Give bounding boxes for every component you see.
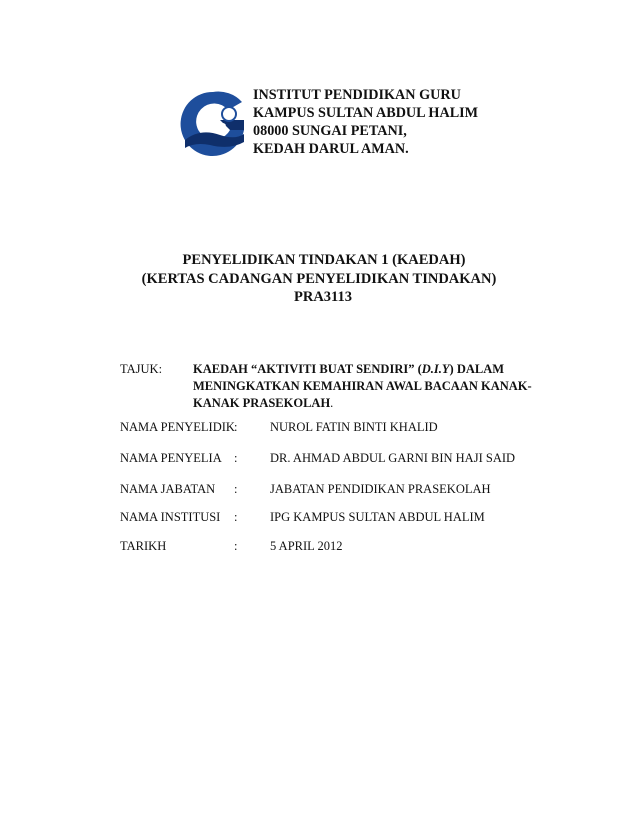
tajuk-line-3-end: .: [330, 396, 334, 410]
institution-line-3: 08000 SUNGAI PETANI,: [253, 123, 407, 139]
detail-label: NAMA JABATAN: [120, 482, 216, 496]
institution-line-4: KEDAH DARUL AMAN.: [253, 141, 409, 157]
logo-text: IPG: [204, 120, 227, 135]
detail-colon: :: [234, 451, 238, 465]
institution-line-2: KAMPUS SULTAN ABDUL HALIM: [253, 105, 479, 121]
ipg-logo: [180, 90, 246, 158]
detail-label: NAMA PENYELIA: [120, 451, 222, 465]
tajuk-line-3-text: KANAK PRASEKOLAH: [193, 396, 331, 410]
tajuk-text: [193, 361, 532, 412]
detail-value: 5 APRIL 2012: [270, 539, 343, 553]
title-line-1: PENYELIDIKAN TINDAKAN 1 (KAEDAH): [182, 252, 466, 268]
detail-colon: :: [234, 482, 238, 496]
tajuk-line-1-pre: KAEDAH “AKTIVITI BUAT SENDIRI” (: [193, 362, 422, 376]
institution-address: [253, 86, 478, 158]
title-course-code: PRA3113: [294, 289, 352, 305]
document-title: [0, 251, 638, 307]
detail-colon: :: [234, 510, 238, 524]
title-line-2: (KERTAS CADANGAN PENYELIDIKAN TINDAKAN): [141, 270, 497, 287]
detail-value: IPG KAMPUS SULTAN ABDUL HALIM: [270, 510, 485, 524]
tajuk-label: TAJUK:: [120, 362, 163, 376]
tajuk-line-1-post: ) DALAM: [449, 362, 505, 376]
tajuk-line-2: MENINGKATKAN KEMAHIRAN AWAL BACAAN KANAK-: [193, 379, 532, 393]
tajuk-line-1: [193, 361, 532, 378]
detail-value: NUROL FATIN BINTI KHALID: [270, 420, 438, 434]
institution-line-1: INSTITUT PENDIDIKAN GURU: [253, 87, 461, 103]
detail-colon: :: [234, 539, 238, 553]
detail-value: DR. AHMAD ABDUL GARNI BIN HAJI SAID: [270, 451, 516, 465]
detail-label: NAMA INSTITUSI: [120, 510, 221, 524]
tajuk-line-3: [193, 395, 532, 412]
tajuk-line-1-italic: D.I.Y: [421, 362, 450, 376]
detail-label: TARIKH: [120, 539, 167, 553]
detail-value: JABATAN PENDIDIKAN PRASEKOLAH: [270, 482, 491, 496]
detail-label: NAMA PENYELIDIK: [120, 420, 235, 434]
detail-colon: :: [234, 420, 238, 434]
